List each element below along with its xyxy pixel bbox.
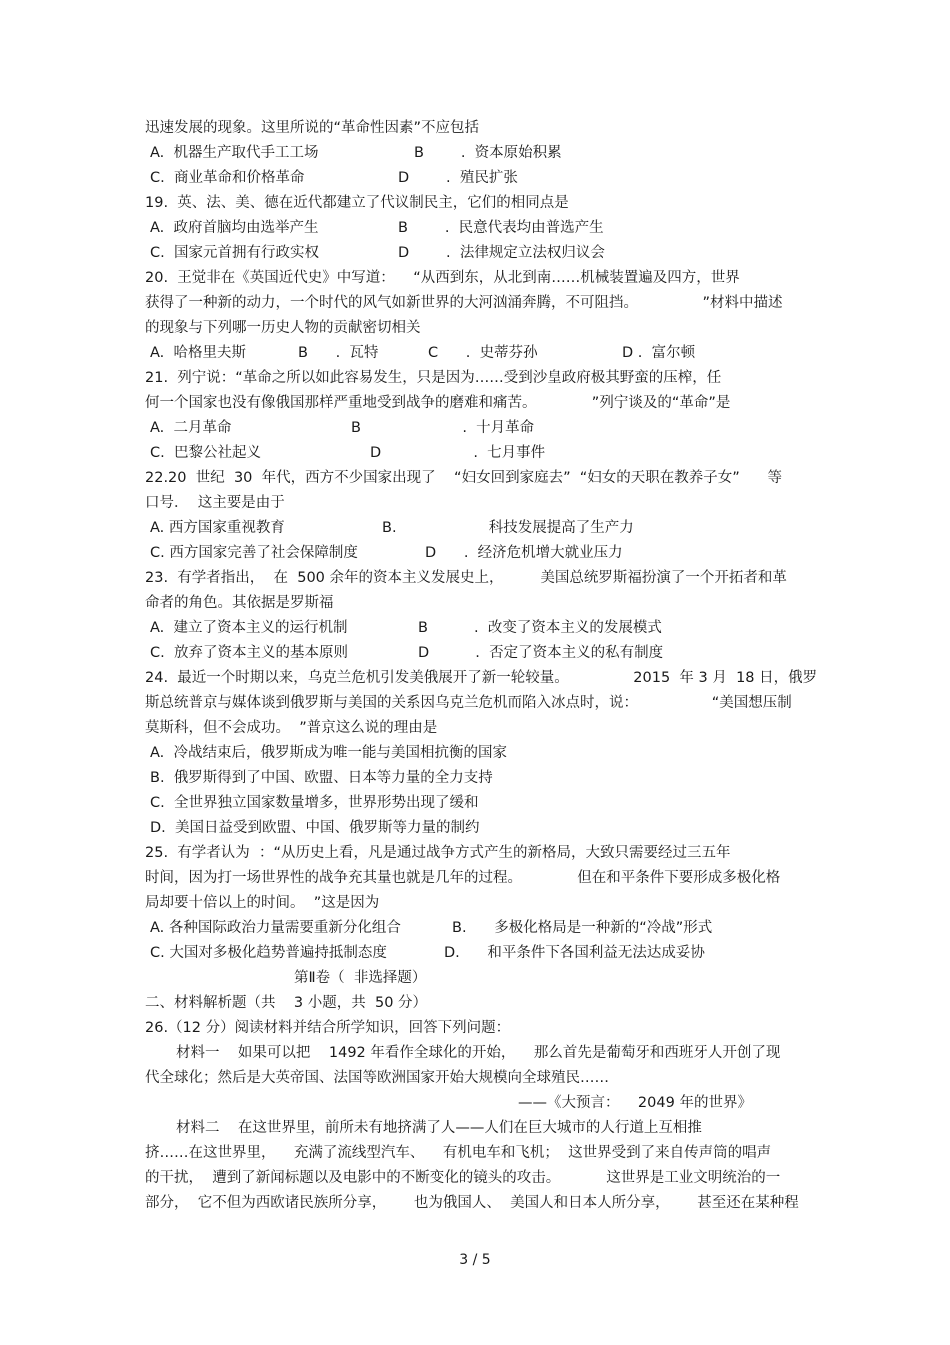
section-heading: 二、材料解析题（共 3 小题，共 50 分）: [145, 995, 428, 1011]
text-line: 口号． 这主要是由于: [145, 495, 285, 511]
option-d: D . 七月事件: [370, 445, 546, 461]
option-d: D. 和平条件下各国利益无法达成妥协: [444, 945, 705, 961]
text-line: 命者的角色。其依据是罗斯福: [145, 595, 334, 611]
option-c: C. 巴黎公社起义: [150, 445, 261, 461]
option-c: C. 商业革命和价格革命: [150, 170, 305, 186]
text-line: 迅速发展的现象。这里所说的“革命性因素”不应包括: [145, 120, 480, 136]
option-b: B. 多极化格局是一种新的“冷战”形式: [452, 920, 713, 936]
option-b: B. 俄罗斯得到了中国、欧盟、日本等力量的全力支持: [150, 770, 493, 786]
option-b: B . 瓦特: [298, 345, 379, 361]
option-a: A. 冷战结束后，俄罗斯成为唯一能与美国相抗衡的国家: [150, 745, 507, 761]
section-title: 第Ⅱ卷（ 非选择题）: [294, 970, 427, 986]
question-21: 21. 列宁说：“革命之所以如此容易发生，只是因为……受到沙皇政府极其野蛮的压榨，任: [145, 370, 722, 386]
material-two: 材料二 在这世界里，前所未有地挤满了人——人们在巨大城市的人行道上互相推: [176, 1120, 702, 1136]
option-a: A. 机器生产取代手工工场: [150, 145, 319, 161]
text-line: 代全球化；然后是大英帝国、法国等欧洲国家开始大规模向全球殖民……: [145, 1070, 609, 1086]
option-a: A. 哈格里夫斯: [150, 345, 246, 361]
question-26: 26.（12 分）阅读材料并结合所学知识，回答下列问题：: [145, 1020, 511, 1036]
option-c: C. 放弃了资本主义的基本原则: [150, 645, 348, 661]
option-c: C. 大国对多极化趋势普遍持抵制态度: [150, 945, 387, 961]
question-22: 22.20 世纪 30 年代，西方不少国家出现了 “妇女回到家庭去” “妇女的天职在教养子女” 等: [145, 470, 782, 486]
option-a: A. 政府首脑均由选举产生: [150, 220, 319, 236]
question-19: 19. 英、法、美、德在近代都建立了代议制民主，它们的相同点是: [145, 195, 569, 211]
material-one: 材料一 如果可以把 1492 年看作全球化的开始， 那么首先是葡萄牙和西班牙人开创了现: [176, 1045, 781, 1061]
option-d: D . 法律规定立法权归议会: [398, 245, 605, 261]
text-line: 时间，因为打一场世界性的战争充其量也就是几年的过程。 但在和平条件下要形成多极化格: [145, 870, 781, 886]
text-line: 局却要十倍以上的时间。 ”这是因为: [145, 895, 380, 911]
question-23: 23. 有学者指出， 在 500 余年的资本主义发展史上， 美国总统罗斯福扮演了一个开拓者和革: [145, 570, 787, 586]
option-a: A. 各种国际政治力量需要重新分化组合: [150, 920, 401, 936]
option-c: C . 史蒂芬孙: [428, 345, 538, 361]
option-c: C. 全世界独立国家数量增多，世界形势出现了缓和: [150, 795, 479, 811]
text-line: 部分， 它不但为西欧诸民族所分享， 也为俄国人、 美国人和日本人所分享， 甚至还在某种程: [145, 1195, 799, 1211]
text-line: 莫斯科，但不会成功。 ”普京这么说的理由是: [145, 720, 438, 736]
text-line: 何一个国家也没有像俄国那样严重地受到战争的磨难和痛苦。 ”列宁谈及的“革命”是: [145, 395, 731, 411]
option-b: B. 科技发展提高了生产力: [382, 520, 634, 536]
option-d: D . 富尔顿: [622, 345, 696, 361]
option-d: D . 经济危机增大就业压力: [425, 545, 623, 561]
question-20: 20. 王觉非在《英国近代史》中写道： “从西到东，从北到南……机械装置遍及四方，世界: [145, 270, 740, 286]
text-line: 的干扰， 遭到了新闻标题以及电影中的不断变化的镜头的攻击。 这世界是工业文明统治的一: [145, 1170, 781, 1186]
option-d: D . 殖民扩张: [398, 170, 518, 186]
option-a: A. 西方国家重视教育: [150, 520, 285, 536]
option-b: B . 十月革命: [351, 420, 535, 436]
option-d: D . 否定了资本主义的私有制度: [418, 645, 664, 661]
option-c: C. 国家元首拥有行政实权: [150, 245, 319, 261]
option-d: D. 美国日益受到欧盟、中国、俄罗斯等力量的制约: [150, 820, 480, 836]
question-24: 24. 最近一个时期以来，乌克兰危机引发美俄展开了新一轮较量。 2015 年 3 月 18 日，俄罗: [145, 670, 818, 686]
text-line: 的现象与下列哪一历史人物的贡献密切相关: [145, 320, 421, 336]
option-a: A. 二月革命: [150, 420, 232, 436]
page-number: 3 / 5: [459, 1252, 491, 1268]
option-b: B . 改变了资本主义的发展模式: [418, 620, 662, 636]
text-line: 挤……在这世界里， 充满了流线型汽车、 有机电车和飞机； 这世界受到了来自传声筒的唱声: [145, 1145, 772, 1161]
text-line: 斯总统普京与媒体谈到俄罗斯与美国的关系因乌克兰危机而陷入冰点时，说： “美国想压制: [145, 695, 792, 711]
option-c: C. 西方国家完善了社会保障制度: [150, 545, 358, 561]
option-b: B . 资本原始积累: [414, 145, 562, 161]
question-25: 25. 有学者认为 ：“从历史上看，凡是通过战争方式产生的新格局，大致只需要经过三五年: [145, 845, 731, 861]
source-citation: ——《大预言： 2049 年的世界》: [518, 1095, 752, 1111]
text-line: 获得了一种新的动力，一个时代的风气如新世界的大河汹涌奔腾，不可阻挡。 ”材料中描述: [145, 295, 783, 311]
option-a: A. 建立了资本主义的运行机制: [150, 620, 348, 636]
option-b: B . 民意代表均由普选产生: [398, 220, 604, 236]
